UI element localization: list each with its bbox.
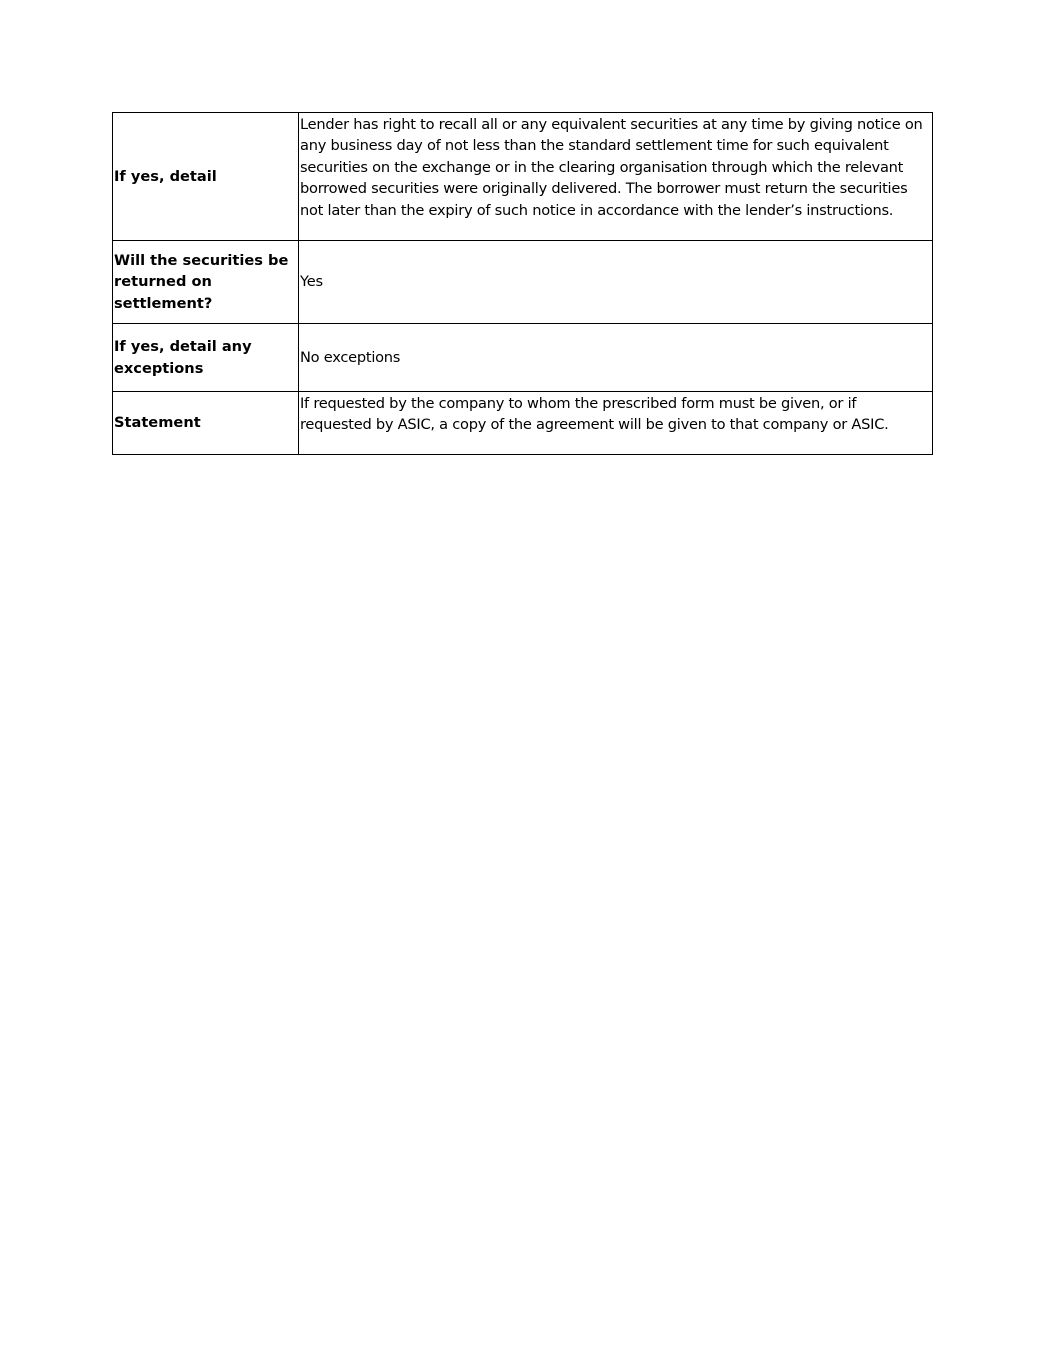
disclosure-table <box>112 112 933 455</box>
table-row-statement <box>113 392 933 455</box>
row-value: Lender has right to recall all or any equivalent securities at any time by giving notice on any business day of not less than the standard settlement time for such equivalent securities on the exchange or in the clearing organisation through which the relevant borrowed securities were originally delivered. The borrower must return the securities not later than the expiry of such notice in accordance with the lender’s instructions. <box>299 113 933 241</box>
row-value: If requested by the company to whom the prescribed form must be given, or if requested by ASIC, a copy of the agreement will be given to that company or ASIC. <box>299 392 933 455</box>
table-row-exceptions <box>113 324 933 392</box>
row-value: No exceptions <box>299 324 933 392</box>
row-label: If yes, detail any exceptions <box>113 324 299 392</box>
row-value: Yes <box>299 241 933 324</box>
table-row-recall-detail <box>113 113 933 241</box>
row-label: Statement <box>113 392 299 455</box>
row-label: If yes, detail <box>113 113 299 241</box>
row-label: Will the securities be returned on settlement? <box>113 241 299 324</box>
table-row-returned-on-settlement <box>113 241 933 324</box>
